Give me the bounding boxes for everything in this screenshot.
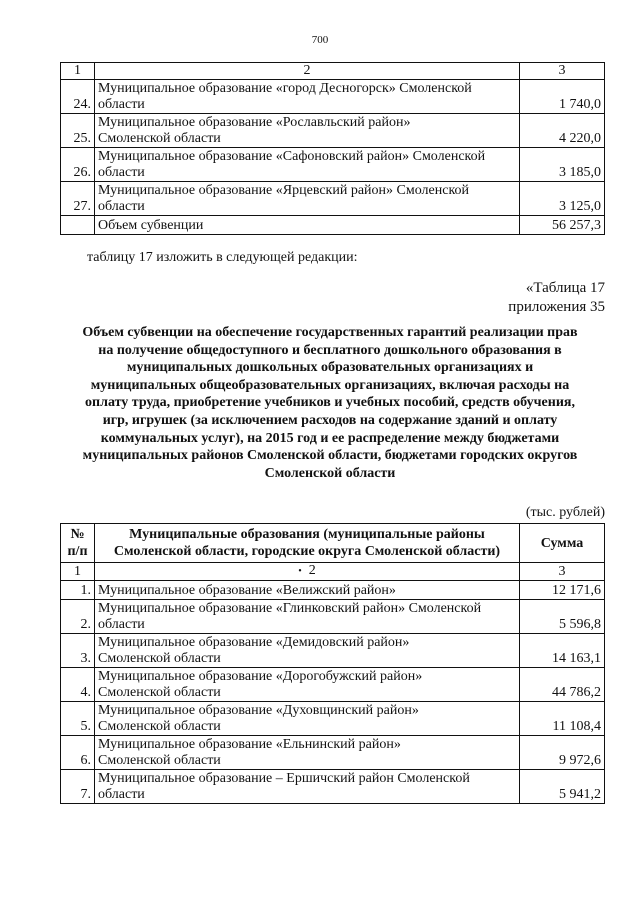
table-row: [61, 581, 605, 600]
index-row: [61, 563, 605, 581]
title-line: муниципальных дошкольных образовательных организациях и: [126, 360, 534, 376]
table-reference-line2: приложения 35: [508, 299, 605, 315]
index-col-1: 1: [61, 563, 95, 581]
row-sum: 5 596,8: [520, 600, 605, 634]
header-col-1: 1: [61, 63, 95, 80]
title-line: оплату труда, приобретение учебников и учебных пособий, средств обучения,: [85, 395, 575, 411]
units-label: (тыс. рублей): [525, 505, 605, 520]
table-reference-line1: «Таблица 17: [525, 280, 605, 296]
title-line: Смоленской области: [264, 465, 396, 481]
row-sum: 3 185,0: [520, 148, 605, 182]
table-row: [61, 114, 605, 148]
row-name: Муниципальное образование «Сафоновский район» Смоленской области: [95, 148, 520, 182]
row-name: Муниципальное образование «Ельнинский район» Смоленской области: [95, 736, 520, 770]
instruction-paragraph: таблицу 17 изложить в следующей редакции:: [87, 250, 358, 265]
title-line: коммунальных услуг), на 2015 год и ее распределение между бюджетами: [100, 430, 560, 446]
page-number: 700: [311, 34, 329, 46]
row-number: 3.: [61, 634, 95, 668]
table-title: [45, 324, 615, 482]
row-sum: 14 163,1: [520, 634, 605, 668]
row-number: 5.: [61, 702, 95, 736]
row-name: Муниципальное образование «Дорогобужский район» Смоленской области: [95, 668, 520, 702]
row-number: 27.: [61, 182, 95, 216]
row-number: 6.: [61, 736, 95, 770]
row-number: 2.: [61, 600, 95, 634]
row-name: Муниципальное образование – Ершичский район Смоленской области: [95, 770, 520, 804]
table-row: [61, 634, 605, 668]
title-line: на получение общедоступного и бесплатного дошкольного образования в: [98, 342, 562, 358]
title-line: муниципальных общеобразовательных организациях, включая расходы на: [90, 377, 570, 393]
header-col-3: 3: [520, 63, 605, 80]
table-row: [61, 182, 605, 216]
table-row: [61, 668, 605, 702]
table-row: [61, 148, 605, 182]
row-number: 1.: [61, 581, 95, 600]
row-name: Муниципальное образование «Демидовский район» Смоленской области: [95, 634, 520, 668]
header-col-2: 2: [95, 63, 520, 80]
table-row: [61, 80, 605, 114]
row-sum: 11 108,4: [520, 702, 605, 736]
row-name: Муниципальное образование «Рославльский район» Смоленской области: [95, 114, 520, 148]
row-sum: 9 972,6: [520, 736, 605, 770]
title-line: игр, игрушек (за исключением расходов на содержание зданий и оплату: [102, 412, 558, 428]
row-number: 24.: [61, 80, 95, 114]
subvention-table-17: [60, 523, 605, 804]
index-mark: •: [298, 566, 302, 577]
total-sum: 56 257,3: [520, 216, 605, 235]
row-name: Муниципальное образование «город Десногорск» Смоленской области: [95, 80, 520, 114]
row-sum: 3 125,0: [520, 182, 605, 216]
row-name: Муниципальное образование «Духовщинский район» Смоленской области: [95, 702, 520, 736]
row-number: 7.: [61, 770, 95, 804]
index-col-2: • 2: [95, 563, 520, 581]
table-row: [61, 770, 605, 804]
table-header-row: [61, 63, 605, 80]
total-label: Объем субвенции: [95, 216, 520, 235]
row-number: 26.: [61, 148, 95, 182]
index-col-3: 3: [520, 563, 605, 581]
row-sum: 4 220,0: [520, 114, 605, 148]
table-row: [61, 600, 605, 634]
title-line: Объем субвенции на обеспечение государственных гарантий реализации прав: [82, 325, 578, 340]
row-sum: 5 941,2: [520, 770, 605, 804]
header-number: № п/п: [61, 524, 95, 563]
title-line: муниципальных районов Смоленской области, бюджетами городских округов: [82, 448, 578, 464]
header-sum: Сумма: [520, 524, 605, 563]
row-name: Муниципальное образование «Глинковский район» Смоленской области: [95, 600, 520, 634]
total-row: [61, 216, 605, 235]
table-row: [61, 736, 605, 770]
header-municipality: Муниципальные образования (муниципальные районы Смоленской области, городские округа Смоленской области): [95, 524, 520, 563]
total-empty-cell: [61, 216, 95, 235]
row-name: Муниципальное образование «Велижский район»: [95, 581, 520, 600]
row-number: 4.: [61, 668, 95, 702]
row-number: 25.: [61, 114, 95, 148]
row-sum: 44 786,2: [520, 668, 605, 702]
row-sum: 1 740,0: [520, 80, 605, 114]
row-name: Муниципальное образование «Ярцевский район» Смоленской области: [95, 182, 520, 216]
row-sum: 12 171,6: [520, 581, 605, 600]
table-reference: [508, 279, 605, 317]
subvention-table-continued: [60, 62, 605, 235]
table-row: [61, 702, 605, 736]
table-header-row: [61, 524, 605, 563]
